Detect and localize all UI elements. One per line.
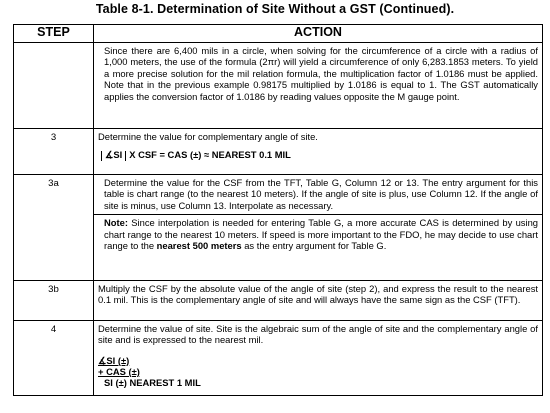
table-title: Table 8-1. Determination of Site Without a GST (Continued).	[95, 2, 455, 16]
note-label: Note:	[104, 217, 128, 229]
site-determination-table	[13, 24, 543, 396]
table-row	[14, 129, 543, 175]
site-formula	[94, 349, 542, 390]
table-header-row	[14, 25, 543, 43]
step-instruction: Multiply the CSF by the absolute value of the angle of site (step 2), and express the result to the nearest 0.1 mil. This is the complementary angle of site and will always have the same sign as the CSF (TFT).	[98, 283, 538, 306]
continued-explanation: Since there are 6,400 mils in a circle, when solving for the circumference of a circle with a radius of 1,000 meters, the use of the formula (2πr) will yield a circumference of only 6,283.1853 meters. To yield a more precise solution for the mil relation formula, the multiplication factor of 1.0186 must be applied. Note that in the previous example 0.98175 multiplied by 1.0186 is equal to 1. The GST automatically applies the conversion factor of 1.0186 by reading values opposite the M gauge point.	[104, 45, 538, 102]
step-instruction: Determine the value for complementary angle of site.	[98, 131, 318, 142]
step-cell: 3b	[14, 281, 94, 321]
step-cell: 3a	[14, 175, 94, 281]
step-note	[94, 214, 542, 254]
step-cell	[14, 43, 94, 129]
step-instruction: Determine the value of site. Site is the algebraic sum of the angle of site and the complementary angle of site and is expressed to the nearest mil.	[98, 323, 538, 346]
action-cell	[94, 43, 543, 129]
step-instruction: Determine the value for the CSF from the TFT, Table G, Column 12 or 13. The entry argument for this table is chart range (to the nearest 10 meters). If the angle of site is plus, use Column 12. If the angle of site is minus, use Column 13. Interpolate as necessary.	[104, 177, 538, 211]
formula-line-site: SI (±) NEAREST 1 MIL	[104, 376, 201, 388]
action-cell	[94, 175, 543, 281]
table-row	[14, 175, 543, 281]
action-cell	[94, 129, 543, 175]
formula-line-angle-of-site: ∡SI (±)	[98, 354, 130, 366]
table-row	[14, 43, 543, 129]
formula-line-cas: + CAS (±)	[98, 365, 140, 377]
table-row	[14, 281, 543, 321]
cas-formula-text: X CSF = CAS (±) ≈ NEAREST 0.1 MIL	[129, 149, 291, 161]
step-cell: 3	[14, 129, 94, 175]
table-row	[14, 321, 543, 396]
note-text-pre: Since interpolation is needed for entering Table G, a more accurate CAS is determined by using chart range to the nearest 10 meters. If speed is more important to the FDO, he may decide to use chart range to the	[104, 217, 538, 252]
note-text-bold: nearest 500 meters	[156, 240, 242, 252]
action-cell	[94, 321, 543, 396]
step-cell: 4	[14, 321, 94, 396]
action-cell	[94, 281, 543, 321]
note-text-post: as the entry argument for Table G.	[244, 240, 387, 252]
angle-of-site-symbol: ∡SI	[105, 149, 123, 161]
cas-formula	[98, 149, 291, 161]
step-column-header: STEP	[14, 25, 94, 43]
action-column-header: ACTION	[94, 25, 543, 43]
